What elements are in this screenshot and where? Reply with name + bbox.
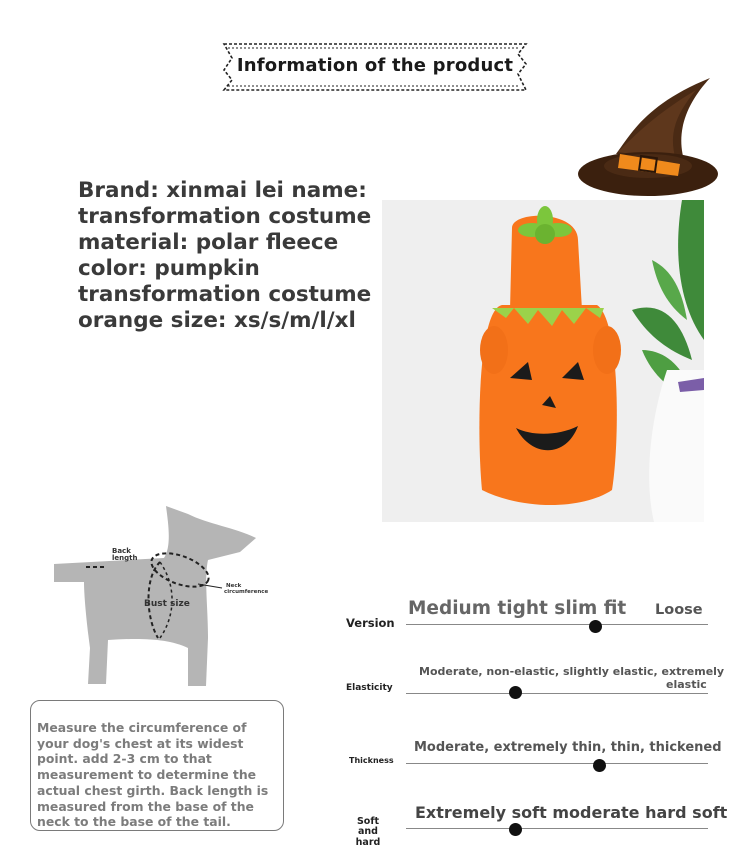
spec-options-version-loose: Loose bbox=[655, 602, 703, 618]
dog-measurement-diagram bbox=[48, 498, 278, 688]
info-line: transformation costume bbox=[78, 204, 372, 229]
spec-label-version: Version bbox=[346, 616, 395, 630]
spec-scale-softness bbox=[406, 828, 708, 829]
product-info bbox=[78, 178, 378, 334]
spec-marker-thickness bbox=[593, 759, 606, 772]
info-line: Brand: xinmai lei name: bbox=[78, 178, 367, 203]
neck-circumference-label: Neck circumference bbox=[224, 583, 269, 595]
spec-marker-softness bbox=[509, 823, 522, 836]
spec-options-softness: Extremely soft moderate hard soft bbox=[415, 803, 728, 822]
measure-note-box bbox=[30, 700, 284, 831]
spec-marker-elasticity bbox=[509, 686, 522, 699]
spec-options-version: Medium tight slim fit bbox=[408, 598, 627, 619]
spec-label-thickness: Thickness bbox=[349, 756, 394, 765]
spec-label-elasticity: Elasticity bbox=[346, 683, 393, 693]
spec-label-softness: Soft and hard bbox=[355, 816, 381, 848]
spec-marker-version bbox=[589, 620, 602, 633]
bust-size-label: Bust size bbox=[144, 599, 190, 609]
back-length-label: Back length bbox=[112, 547, 138, 562]
spec-scale-elasticity bbox=[406, 693, 708, 694]
page-title: Information of the product bbox=[236, 55, 514, 76]
spec-options-elasticity: Moderate, non-elastic, slightly elastic, extremely bbox=[419, 665, 725, 678]
info-line: transformation costume bbox=[78, 282, 372, 307]
spec-options-thickness: Moderate, extremely thin, thin, thickened bbox=[414, 740, 722, 755]
spec-scale-version bbox=[406, 624, 708, 625]
spec-options-elasticity-2: elastic bbox=[666, 678, 707, 691]
product-photo bbox=[382, 200, 704, 522]
witch-hat-icon bbox=[576, 74, 722, 202]
header-banner bbox=[222, 42, 528, 92]
info-line: color: pumpkin bbox=[78, 256, 260, 281]
spec-scale-thickness bbox=[406, 763, 708, 764]
info-line: orange size: xs/s/m/l/xl bbox=[78, 308, 356, 333]
info-line: material: polar fleece bbox=[78, 230, 339, 255]
measure-note-text: Measure the circumference of your dog's chest at its widest point. add 2-3 cm to that measurement to determine the actual chest girth. Back length is measured from the base of the neck to the base of the tail. bbox=[37, 720, 269, 830]
